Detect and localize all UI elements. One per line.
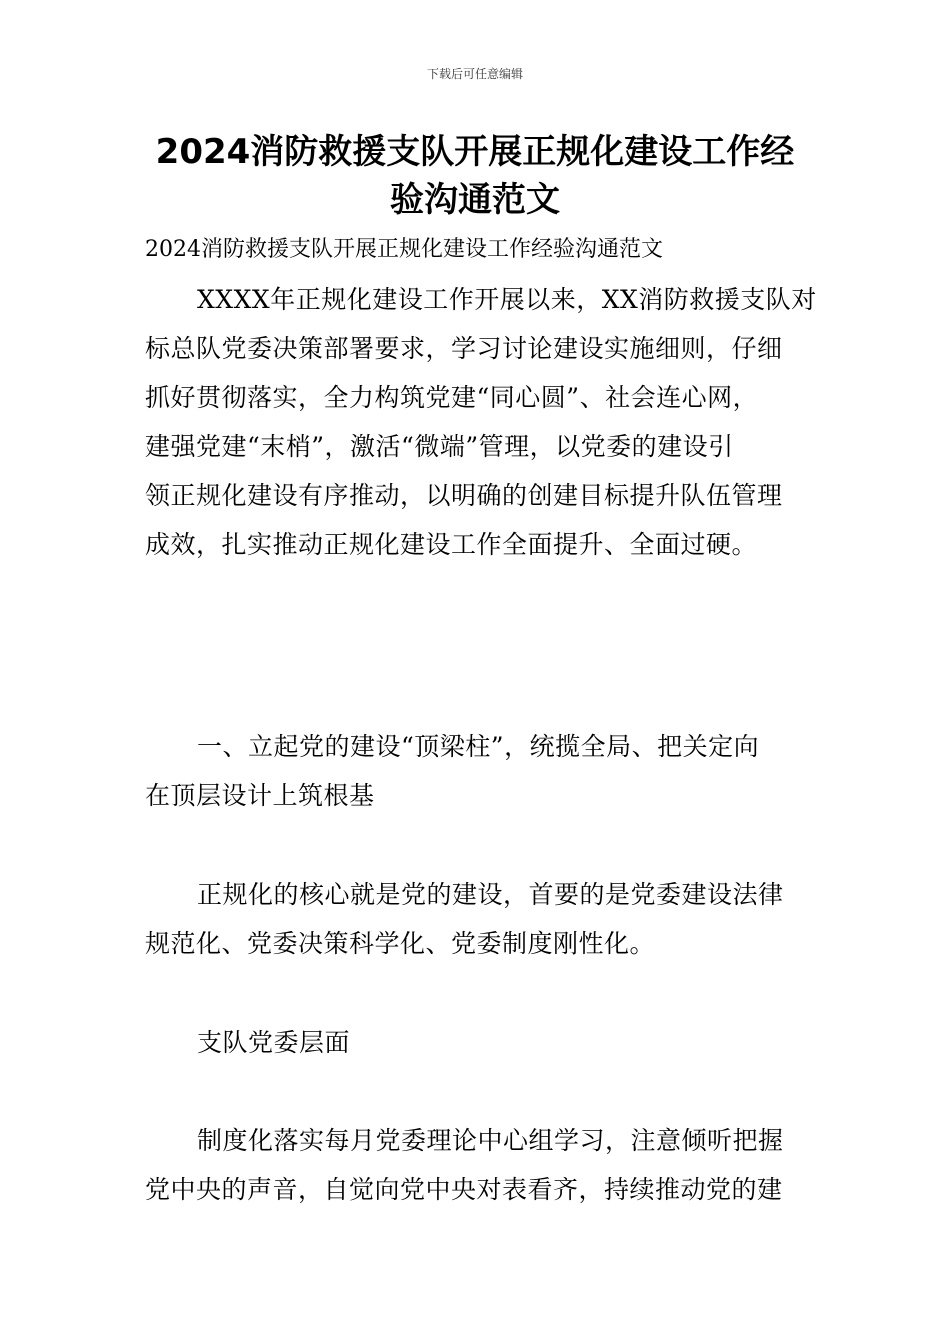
text-line: 建强党建“末梢”，激活“微端”管理，以党委的建设引: [145, 432, 734, 461]
title-line-1: 2024消防救援支队开展正规化建设工作经: [155, 132, 795, 172]
text-line: XXXX年正规化建设工作开展以来，XX消防救援支队对: [197, 285, 817, 314]
text-line: 标总队党委决策部署要求，学习讨论建设实施细则，仔细: [145, 334, 783, 363]
paragraph-intro: [145, 275, 817, 569]
text-line: 支队党委层面: [197, 1028, 351, 1057]
paragraph-level: [145, 1018, 810, 1067]
subtitle-line: 2024消防救援支队开展正规化建设工作经验沟通范文: [145, 237, 663, 262]
text-line: 正规化的核心就是党的建设，首要的是党委建设法律: [197, 880, 784, 909]
paragraph-core: [145, 870, 810, 968]
title-line-2: 验沟通范文: [390, 180, 560, 220]
text-line: 在顶层设计上筑根基: [145, 781, 375, 810]
header-note: 下载后可任意编辑: [426, 67, 523, 81]
text-line: 党中央的声音，自觉向党中央对表看齐，持续推动党的建: [145, 1175, 783, 1204]
section-heading-1: [145, 722, 810, 820]
text-line: 一、立起党的建设“顶梁柱”，统揽全局、把关定向: [197, 732, 760, 761]
text-line: 抓好贯彻落实，全力构筑党建“同心圆”、社会连心网，: [145, 383, 759, 412]
document-title: [130, 128, 820, 224]
text-line: 规范化、党委决策科学化、党委制度刚性化。: [145, 929, 656, 958]
text-line: 成效，扎实推动正规化建设工作全面提升、全面过硬。: [145, 530, 758, 559]
paragraph-system: [145, 1116, 810, 1214]
text-line: 领正规化建设有序推动，以明确的创建目标提升队伍管理: [145, 481, 783, 510]
text-line: 制度化落实每月党委理论中心组学习，注意倾听把握: [197, 1126, 784, 1155]
